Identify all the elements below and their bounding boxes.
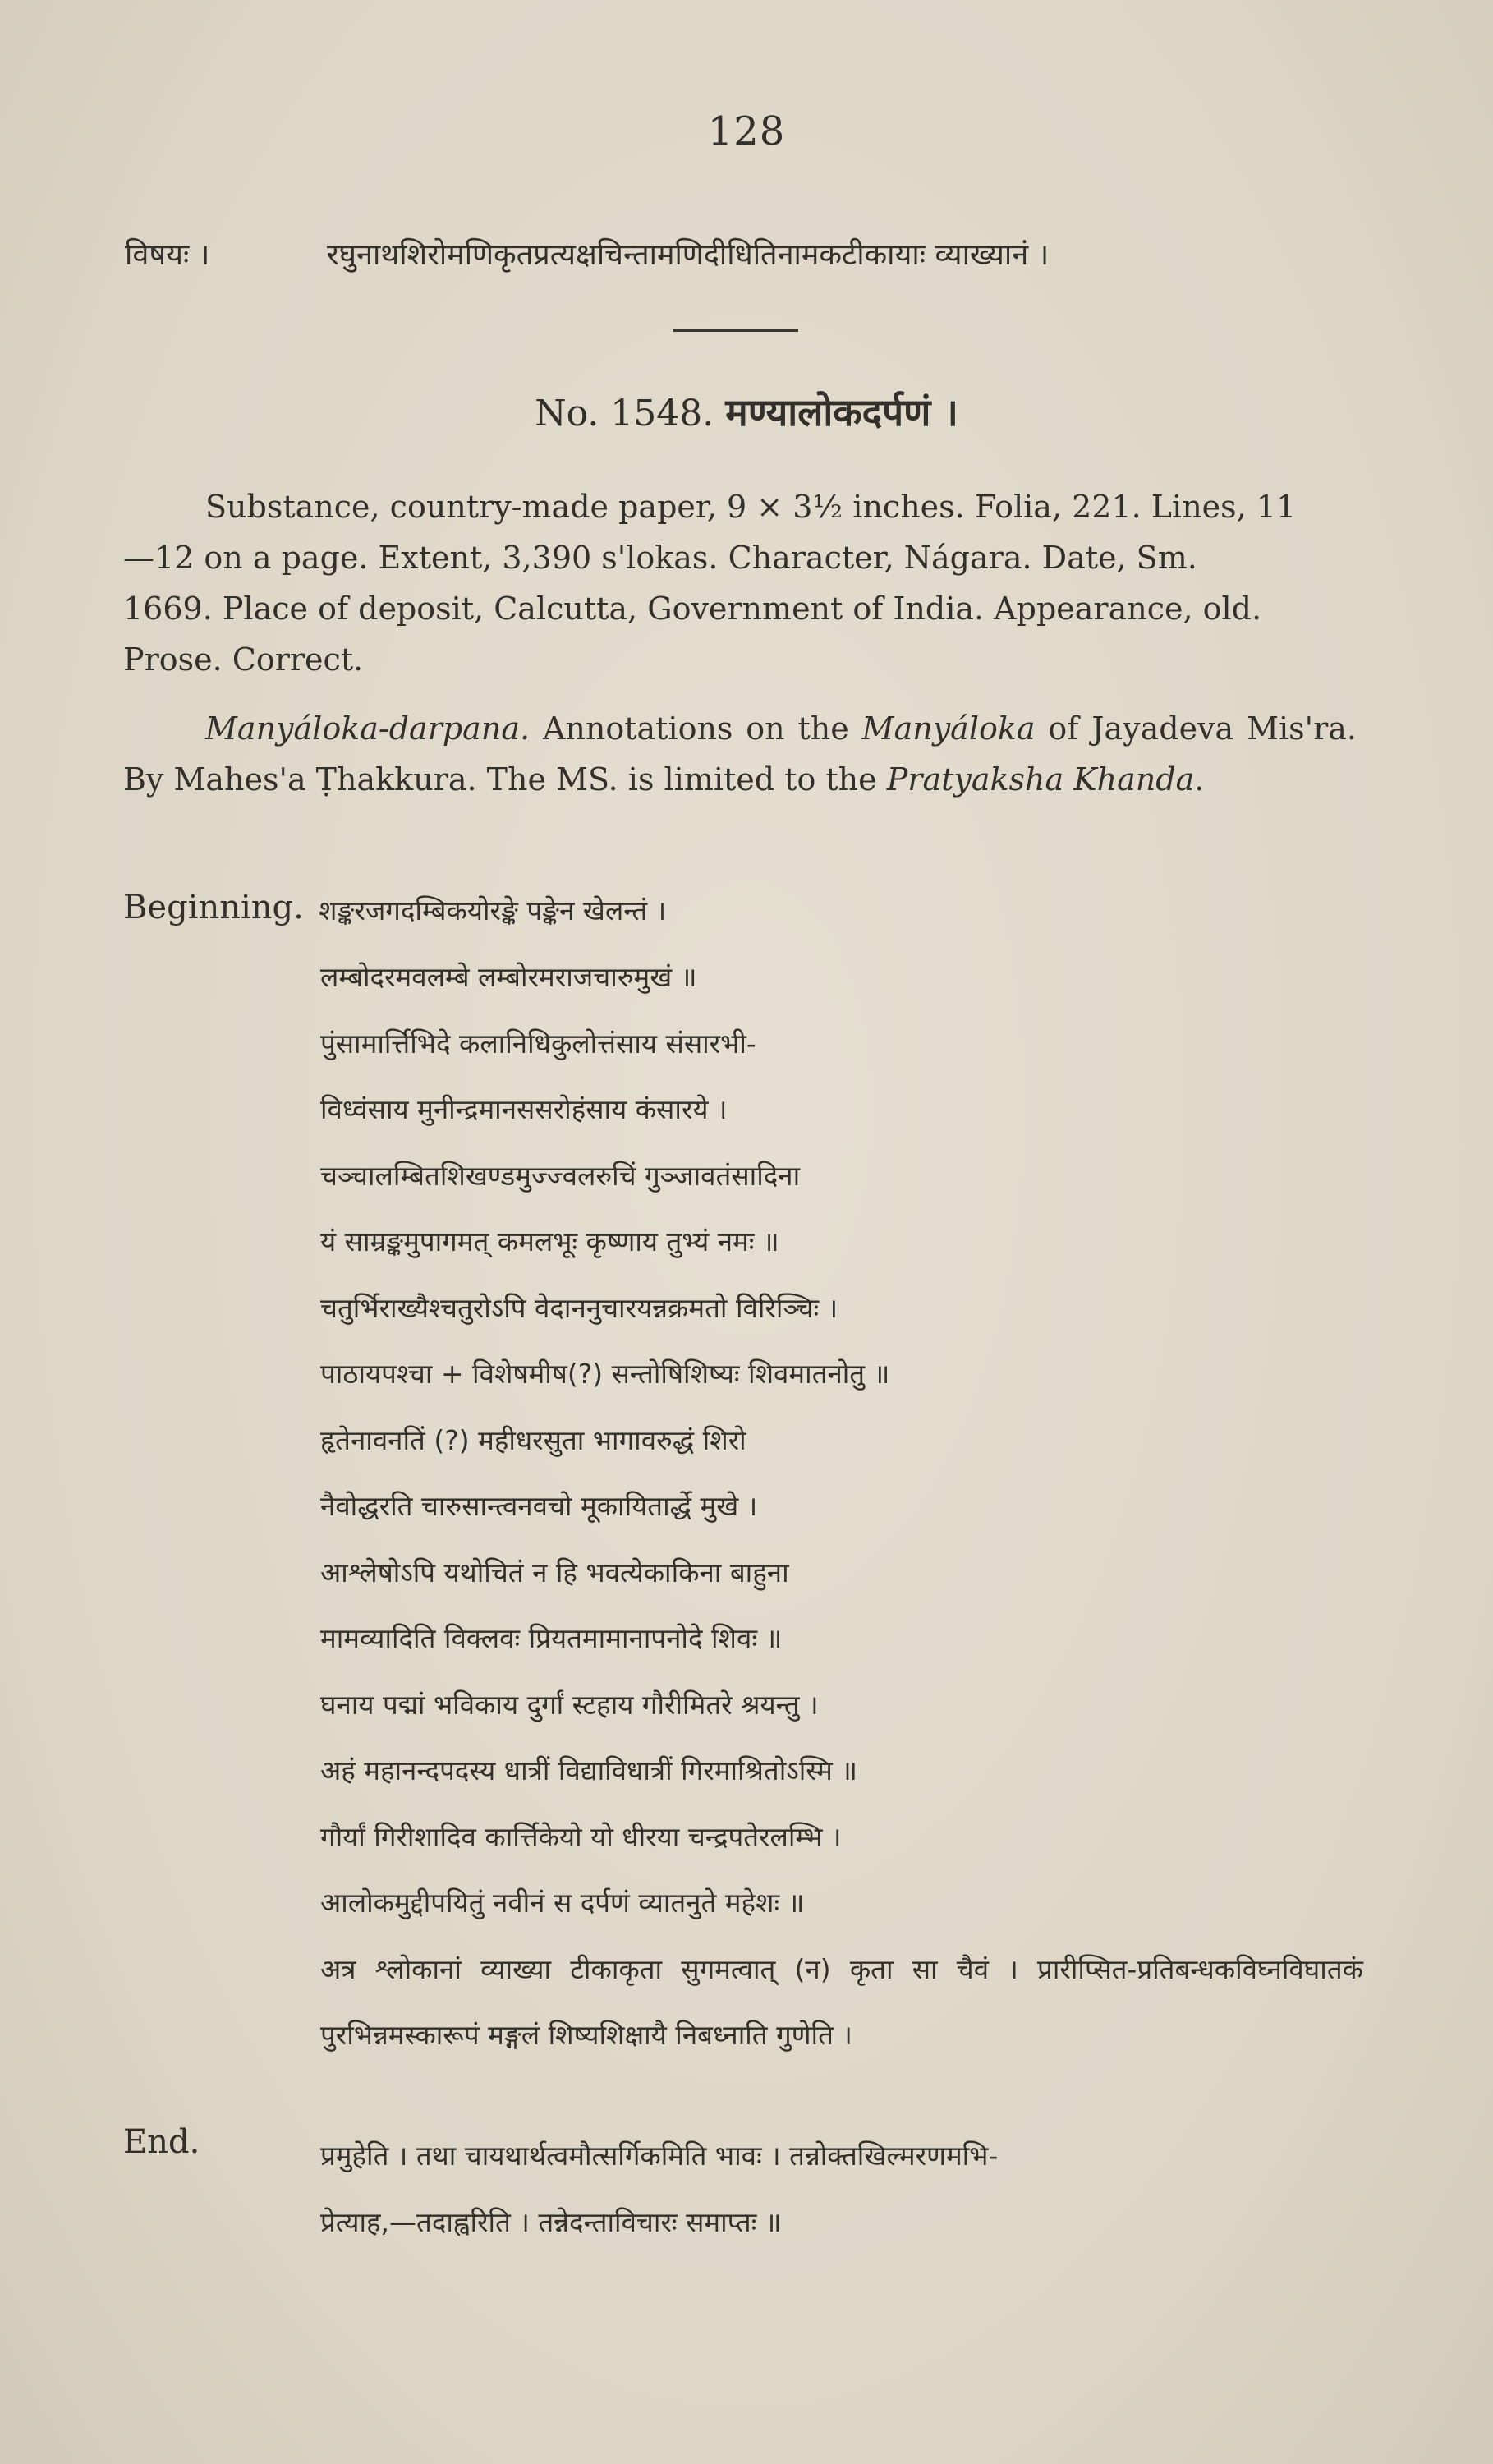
entry-number: No. 1548.	[535, 393, 714, 434]
end-label: End.	[123, 2123, 200, 2161]
beginning-first-line: शङ्करजगदम्बिकयोरङ्के पङ्केन खेलन्तं ।	[319, 894, 667, 926]
end-text	[320, 2123, 1363, 2255]
description-line: —12 on a page. Extent, 3,390 s'lokas. Character, Nágara. Date, Sm.	[123, 540, 1197, 576]
subject-label: विषयः ।	[125, 238, 210, 272]
work-title: Manyáloka-darpana.	[205, 710, 531, 747]
verse-line: मामव्यादिति विक्लवः प्रियतमामानापनोदे शिवः ॥	[320, 1622, 783, 1654]
entry-title: मण्यालोकदर्पणं ।	[725, 390, 958, 434]
verse-line: विध्वंसाय मुनीन्द्रमानससरोहंसाय कंसारये ।	[320, 1093, 728, 1125]
description-line: Substance, country-made paper, 9 × 3½ inches. Folia, 221. Lines, 11	[205, 489, 1297, 525]
beginning-label: Beginning.	[123, 889, 304, 926]
verse-line: आश्लेषोऽपि यथोचितं न हि भवत्येकाकिना बाहुना	[320, 1556, 789, 1588]
annotation-text: Annotations on the	[530, 710, 862, 747]
beginning-verses	[320, 945, 1363, 2069]
verse-line: पुंसामार्त्तिभिदे कलानिधिकुलोत्तंसाय संसारभी-	[320, 1027, 756, 1060]
verse-line: पाठायपश्चा + विशेषमीष(?) सन्तोषिशिष्यः शिवमातनोतु ॥	[320, 1358, 890, 1390]
verse-line: हृतेनावनतिं (?) महीधरसुता भागावरुद्धं शिरो	[320, 1423, 746, 1456]
annotation-end: .	[1194, 761, 1205, 798]
annotation-paragraph	[123, 703, 1357, 805]
verse-line: अहं महानन्दपदस्य धात्रीं विद्याविधात्रीं गिरमाश्रितोऽस्मि ॥	[320, 1754, 858, 1786]
description-line: Prose. Correct.	[123, 641, 364, 678]
commentary-prose: अत्र श्लोकानां व्याख्या टीकाकृता सुगमत्वात् (न) कृता सा चैवं । प्रारीप्सित-प्रतिबन्धकविघ्नविघातकं पुरभिन्नमस्कारूपं मङ्गलं शिष्यशिक्षायै निबध्नाति गुणेति ।	[320, 1952, 1363, 2051]
page-number: 128	[707, 108, 786, 154]
verse-line: घनाय पद्मां भविकाय दुर्गां स्टहाय गौरीमितरे श्रयन्तु ।	[320, 1688, 819, 1721]
end-line: प्रेत्याह,—तदाह्वरिति । तन्नेदन्ताविचारः समाप्तः ॥	[320, 2205, 782, 2238]
manuscript-description	[123, 481, 1357, 685]
section-divider	[673, 329, 798, 332]
end-line: प्रमुहेति । तथा चायथार्थत्वमौत्सर्गिकमिति भावः । तन्नोक्तखिल्मरणमभि-	[320, 2140, 999, 2172]
work-reference: Manyáloka	[861, 710, 1036, 747]
verse-line: यं साम्रङ्कमुपागमत् कमलभूः कृष्णाय तुभ्यं नमः ॥	[320, 1225, 779, 1257]
verse-line: चञ्चालम्बितशिखण्डमुज्ज्वलरुचिं गुञ्जावतंसादिना	[320, 1159, 801, 1192]
verse-line: आलोकमुद्दीपयितुं नवीनं स दर्पणं व्यातनुते महेशः ॥	[320, 1887, 805, 1919]
verse-line: लम्बोदरमवलम्बे लम्बोरमराजचारुमुखं ॥	[320, 961, 697, 993]
subject-text: रघुनाथशिरोमणिकृतप्रत्यक्षचिन्तामणिदीधितिनामकटीकायाः व्याख्यानं ।	[327, 238, 1050, 272]
section-name: Pratyaksha Khanda	[886, 761, 1195, 798]
verse-line: चतुर्भिराख्यैश्चतुरोऽपि वेदाननुचारयन्नक्रमतो विरिञ्चिः ।	[320, 1291, 838, 1324]
verse-line: नैवोद्धरति चारुसान्त्वनवचो मूकायितार्द्धे मुखे ।	[320, 1490, 758, 1522]
annotation-text: of Jayadeva Mis'ra. By Mahes'a Ṭhakkura. The MS. is limited to the	[123, 710, 1357, 798]
description-line: 1669. Place of deposit, Calcutta, Government of India. Appearance, old.	[123, 591, 1262, 627]
verse-line: गौर्यां गिरीशादिव कार्त्तिकेयो यो धीरया चन्द्रपतेरलम्भि ।	[320, 1820, 842, 1853]
entry-heading	[0, 386, 1493, 437]
